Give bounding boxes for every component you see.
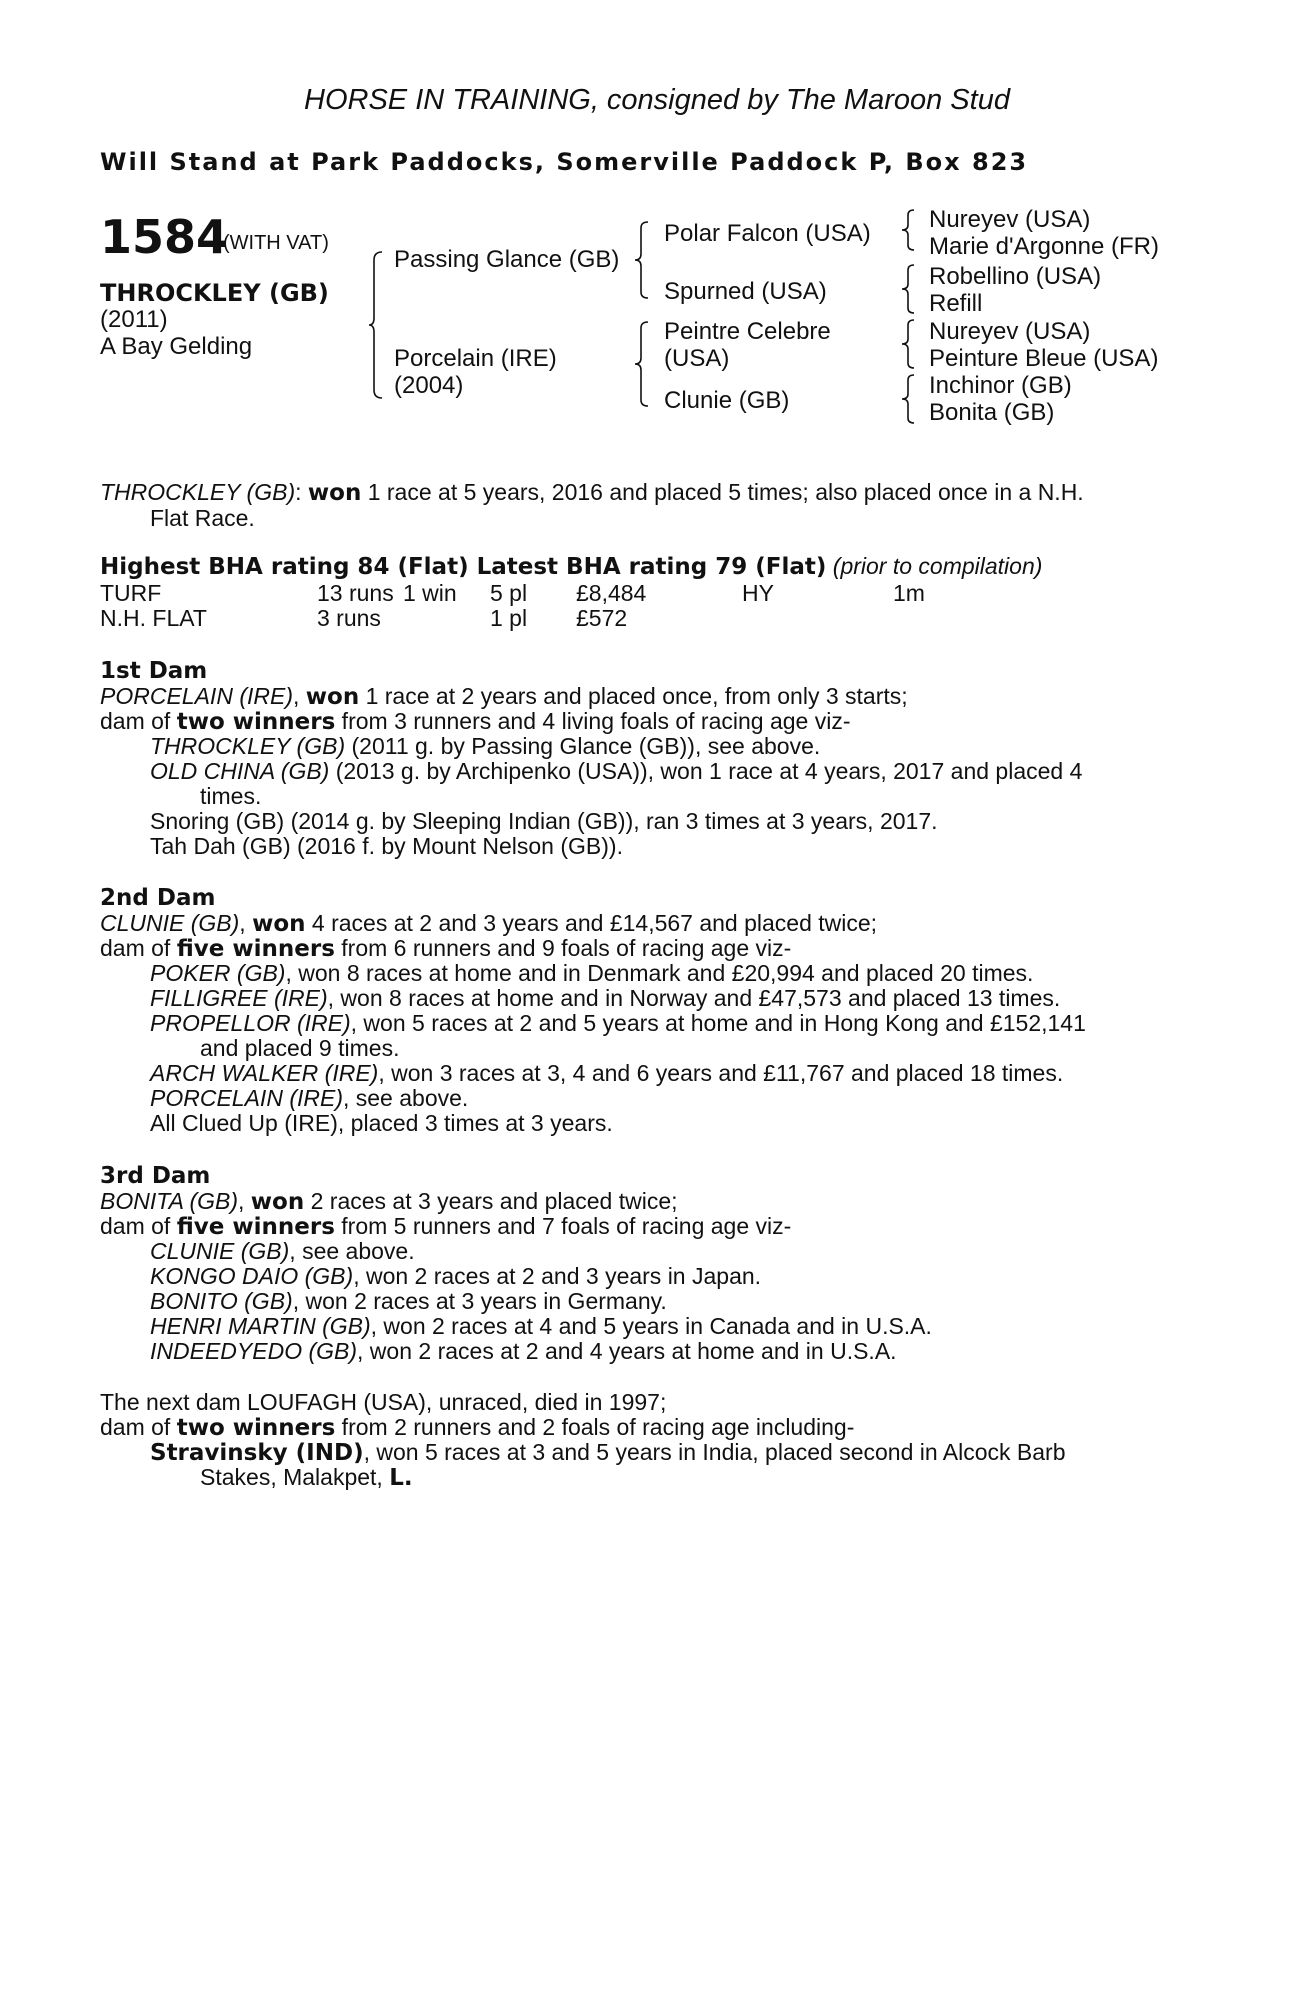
- second-dam-p4-text: , won 3 races at 3, 4 and 6 years and £11,767 and placed 18 times.: [378, 1060, 1064, 1086]
- third-dam-runners: from 5 runners and 7 foals of racing age viz-: [334, 1213, 792, 1239]
- second-dam-produce-6: All Clued Up (IRE), placed 3 times at 3 years.: [150, 1110, 613, 1136]
- first-dam-name: PORCELAIN (IRE): [100, 683, 293, 709]
- bha-rating: [100, 553, 1042, 580]
- vat-note: (WITH VAT): [223, 232, 329, 254]
- second-dam-p5-name: PORCELAIN (IRE): [150, 1085, 343, 1111]
- pedigree-g4: Refill: [929, 290, 983, 317]
- first-dam-produce-2: [150, 758, 1082, 785]
- lot-number: 1584: [100, 210, 229, 264]
- third-dam-produce-summary: [100, 1213, 791, 1240]
- horse-description: A Bay Gelding: [100, 333, 253, 360]
- stand-location: Will Stand at Park Paddocks, Somerville Paddock P, Box 823: [100, 148, 1029, 176]
- next-dam-record: The next dam LOUFAGH (USA), unraced, died in 1997;: [100, 1389, 667, 1415]
- pedigree-g7: Inchinor (GB): [929, 372, 1072, 399]
- next-dam-p1-listed: L.: [389, 1465, 413, 1491]
- third-dam-p1-text: , see above.: [289, 1238, 415, 1264]
- second-dam-produce-2: [150, 985, 1060, 1012]
- first-dam-record: PORCELAIN (IRE), won 1 race at 2 years and placed once, from only 3 starts;: [100, 683, 908, 710]
- first-dam-damof: dam of: [100, 708, 177, 734]
- third-dam-p4-name: HENRI MARTIN (GB): [150, 1313, 371, 1339]
- third-dam-record: BONITA (GB), won 2 races at 3 years and placed twice;: [100, 1188, 678, 1215]
- second-dam-p2-name: FILLIGREE (IRE): [150, 985, 328, 1011]
- second-dam-p3-text: , won 5 races at 2 and 5 years at home and in Hong Kong and £152,141: [350, 1010, 1086, 1036]
- third-dam-produce-3: [150, 1288, 667, 1315]
- stat-type-turf: TURF: [100, 580, 162, 606]
- stat-wins-turf: 1 win: [403, 580, 457, 606]
- first-dam-produce-3: Snoring (GB) (2014 g. by Sleeping Indian (GB)), ran 3 times at 3 years, 2017.: [150, 808, 938, 834]
- next-dam-runners: from 2 runners and 2 foals of racing age including-: [335, 1414, 855, 1440]
- first-dam-produce-summary: [100, 708, 851, 735]
- first-dam-p2-text: (2013 g. by Archipenko (USA)), won 1 race at 4 years, 2017 and placed 4: [329, 758, 1083, 784]
- third-dam-heading: 3rd Dam: [100, 1163, 211, 1189]
- second-dam-winners: five winners: [176, 936, 335, 962]
- third-dam-name: BONITA (GB): [100, 1188, 238, 1214]
- pedigree-g2: Marie d'Argonne (FR): [929, 233, 1159, 260]
- summary-horse-name: THROCKLEY (GB): [100, 479, 296, 505]
- second-dam-produce-1: [150, 960, 1033, 987]
- pedigree-dam: Porcelain (IRE): [394, 345, 557, 372]
- second-dam-p1-name: POKER (GB): [150, 960, 286, 986]
- bha-rating-values: Highest BHA rating 84 (Flat) Latest BHA rating 79 (Flat): [100, 554, 827, 580]
- first-dam-heading: 1st Dam: [100, 658, 208, 684]
- next-dam-winners: two winners: [176, 1415, 336, 1441]
- pedigree-brace-g4: [900, 373, 920, 425]
- stat-type-nhflat: N.H. FLAT: [100, 605, 207, 631]
- second-dam-produce-summary: [100, 935, 791, 962]
- second-dam-p2-text: , won 8 races at home and in Norway and £47,573 and placed 13 times.: [327, 985, 1061, 1011]
- pedigree-dam-year: (2004): [394, 372, 464, 399]
- next-dam-produce-summary: [100, 1414, 854, 1441]
- third-dam-p5-text: , won 2 races at 2 and 4 years at home and in U.S.A.: [357, 1338, 897, 1364]
- stat-prize-turf: £8,484: [576, 580, 647, 606]
- horse-name: THROCKLEY (GB): [100, 279, 329, 307]
- third-dam-p2-name: KONGO DAIO (GB): [150, 1263, 354, 1289]
- first-dam-p2-name: OLD CHINA (GB): [150, 758, 330, 784]
- first-dam-winners: two winners: [176, 709, 336, 735]
- second-dam-runners: from 6 runners and 9 foals of racing age viz-: [334, 935, 792, 961]
- third-dam-winners: five winners: [176, 1214, 335, 1240]
- second-dam-p1-text: , won 8 races at home and in Denmark and £20,994 and placed 20 times.: [285, 960, 1034, 986]
- next-dam-p1-name: Stravinsky (IND): [150, 1440, 364, 1466]
- third-dam-produce-5: [150, 1338, 897, 1365]
- race-summary: THROCKLEY (GB): won 1 race at 5 years, 2016 and placed 5 times; also placed once in a N.H.: [100, 479, 1084, 506]
- pedigree-sire-sire: Polar Falcon (USA): [664, 220, 871, 247]
- third-dam-p5-name: INDEEDYEDO (GB): [150, 1338, 358, 1364]
- second-dam-text: 4 races at 2 and 3 years and £14,567 and placed twice;: [305, 910, 878, 936]
- second-dam-produce-5: [150, 1085, 468, 1112]
- stat-runs-turf: 13 runs: [317, 580, 394, 606]
- first-dam-p1-text: (2011 g. by Passing Glance (GB)), see above.: [345, 733, 821, 759]
- first-dam-runners: from 3 runners and 4 living foals of racing age viz-: [335, 708, 851, 734]
- next-dam-p1-cont-text: Stakes, Malakpet,: [200, 1464, 390, 1490]
- pedigree-g5: Nureyev (USA): [929, 318, 1091, 345]
- third-dam-produce-4: [150, 1313, 932, 1340]
- first-dam-produce-1: [150, 733, 820, 760]
- pedigree-brace-g2: [900, 263, 920, 315]
- second-dam-damof: dam of: [100, 935, 177, 961]
- pedigree-brace-dam: [634, 320, 654, 410]
- second-dam-record: CLUNIE (GB), won 4 races at 2 and 3 years and £14,567 and placed twice;: [100, 910, 878, 937]
- third-dam-p3-name: BONITO (GB): [150, 1288, 293, 1314]
- third-dam-p2-text: , won 2 races at 2 and 3 years in Japan.: [353, 1263, 762, 1289]
- first-dam-produce-2-cont: times.: [200, 783, 262, 809]
- stat-prize-nhflat: £572: [576, 605, 628, 631]
- next-dam-produce-1-cont: [200, 1464, 413, 1491]
- first-dam-text: 1 race at 2 years and placed once, from only 3 starts;: [359, 683, 908, 709]
- second-dam-heading: 2nd Dam: [100, 885, 216, 911]
- summary-won: won: [307, 480, 362, 506]
- second-dam-name: CLUNIE (GB): [100, 910, 240, 936]
- pedigree-sire-dam: Spurned (USA): [664, 278, 827, 305]
- third-dam-p1-name: CLUNIE (GB): [150, 1238, 290, 1264]
- next-dam-damof: dam of: [100, 1414, 177, 1440]
- first-dam-produce-4: Tah Dah (GB) (2016 f. by Mount Nelson (GB)).: [150, 833, 623, 859]
- pedigree-dam-sire-country: (USA): [664, 345, 730, 372]
- horse-year: (2011): [100, 306, 168, 333]
- pedigree-g6: Peinture Bleue (USA): [929, 345, 1159, 372]
- bha-rating-note: (prior to compilation): [832, 553, 1043, 579]
- second-dam-produce-3-cont: and placed 9 times.: [200, 1035, 400, 1061]
- stat-distance-turf: 1m: [893, 580, 925, 606]
- second-dam-p5-text: , see above.: [342, 1085, 469, 1111]
- third-dam-p4-text: , won 2 races at 4 and 5 years in Canada and in U.S.A.: [370, 1313, 932, 1339]
- pedigree-dam-sire: Peintre Celebre: [664, 318, 831, 345]
- pedigree-brace-g1: [900, 208, 920, 252]
- first-dam-p1-name: THROCKLEY (GB): [150, 733, 346, 759]
- second-dam-won: won: [252, 911, 306, 937]
- next-dam-p1-text: , won 5 races at 3 and 5 years in India, placed second in Alcock Barb: [363, 1439, 1066, 1465]
- catalogue-heading: HORSE IN TRAINING, consigned by The Maroon Stud: [304, 84, 1010, 116]
- pedigree-brace-sire: [634, 220, 654, 300]
- second-dam-produce-3: [150, 1010, 1086, 1037]
- second-dam-p3-name: PROPELLOR (IRE): [150, 1010, 351, 1036]
- third-dam-text: 2 races at 3 years and placed twice;: [304, 1188, 678, 1214]
- third-dam-won: won: [250, 1189, 305, 1215]
- pedigree-g1: Nureyev (USA): [929, 206, 1091, 233]
- first-dam-won: won: [305, 684, 360, 710]
- pedigree-g3: Robellino (USA): [929, 263, 1102, 290]
- stat-going-turf: HY: [742, 580, 774, 606]
- next-dam-produce-1: [150, 1439, 1066, 1466]
- third-dam-produce-1: [150, 1238, 415, 1265]
- third-dam-produce-2: [150, 1263, 761, 1290]
- pedigree-brace-main: [368, 250, 388, 400]
- stat-runs-nhflat: 3 runs: [317, 605, 381, 631]
- pedigree-g8: Bonita (GB): [929, 399, 1055, 426]
- pedigree-sire: Passing Glance (GB): [394, 246, 620, 273]
- second-dam-p4-name: ARCH WALKER (IRE): [150, 1060, 379, 1086]
- second-dam-produce-4: [150, 1060, 1063, 1087]
- race-summary-cont: Flat Race.: [150, 505, 255, 531]
- pedigree-dam-dam: Clunie (GB): [664, 387, 790, 414]
- pedigree-brace-g3: [900, 318, 920, 370]
- third-dam-p3-text: , won 2 races at 3 years in Germany.: [292, 1288, 667, 1314]
- summary-text: 1 race at 5 years, 2016 and placed 5 times; also placed once in a N.H.: [361, 479, 1084, 505]
- stat-placed-nhflat: 1 pl: [490, 605, 528, 631]
- stat-placed-turf: 5 pl: [490, 580, 528, 606]
- third-dam-damof: dam of: [100, 1213, 177, 1239]
